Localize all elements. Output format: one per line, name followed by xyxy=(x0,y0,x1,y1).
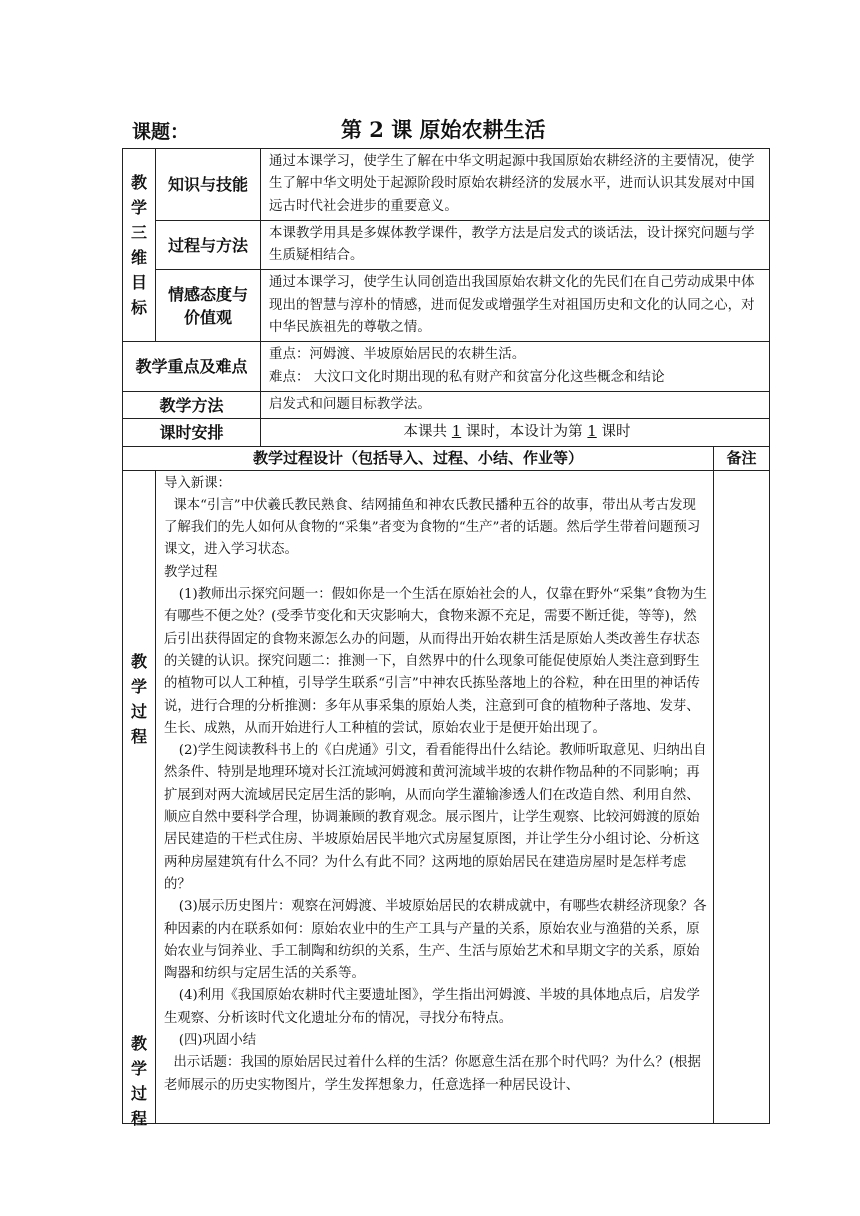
process-step-2: (2)学生阅读教科书上的《白虎通》引文，看看能得出什么结论。教师听取意见、归纳出自然条件、特别是地理环境对长江流域河姆渡和黄河流域半坡的农耕作物品种的不同影响；再扩展到对两大流域居民定居生活的影响，从而向学生灌输渗透人们在改造自然、利用自然、顺应自然中要科学合理，协调兼顾的教育观念。展示图片，让学生观察、比较河姆渡的原始居民建造的干栏式住房、半坡原始居民半地穴式房屋复原图，并让学生分小组讨论、分析这两种房屋建筑有什么不同？为什么有此不同？这两地的原始居民在建造房屋时是怎样考虑的？ xyxy=(164,743,707,892)
remark-header: 备注 xyxy=(714,446,770,470)
remark-cell xyxy=(714,470,770,1123)
key-points-row xyxy=(123,342,770,392)
lesson-title: 第 2 课 原始农耕生活 xyxy=(341,117,546,142)
lesson-label: 课题： xyxy=(132,121,190,143)
schedule-text: 本课共 1 课时，本设计为第 1 课时 xyxy=(261,419,770,446)
goal-text-emotion: 通过本课学习，使学生认同创造出我国原始农耕文化的先民们在自己劳动成果中体现出的智慧与淳朴的情感，进而促发或增强学生对祖国历史和文化的认同之心，对中华民族祖先的尊敬之情。 xyxy=(261,270,770,342)
process-step-4: (4)利用《我国原始农耕时代主要遗址图》，学生指出河姆渡、半坡的具体地点后，启发学生观察、分析该时代文化遗址分布的情况，寻找分布特点。 xyxy=(164,988,700,1026)
goal-row-knowledge xyxy=(123,149,770,221)
total-periods: 1 xyxy=(451,424,462,441)
process-step-1: (1)教师出示探究问题一：假如你是一个生活在原始社会的人，仅靠在野外“采集”食物为生有哪些不便之处？(受季节变化和天灾影响大，食物来源不充足，需要不断迁徙，等等)，然后引出获得固定的食物来源怎么办的问题，从而得出开始农耕生活是原始人类改善生存状态的关键的认识。探究问题二：推测一下，自然界中的什么现象可能促使原始人类注意到野生的植物可以人工种植，引导学生联系“引言”中神农氏拣坠落地上的谷粒，种在田里的神话传说，进行合理的分析推测：多年从事采集的原始人类，注意到可食的植物种子落地、发芽、生长、成熟，从而开始进行人工种植的尝试，原始农业于是便开始出现了。 xyxy=(164,587,707,736)
summary-paragraph: 出示话题：我国的原始居民过着什么样的生活？你愿意生活在那个时代吗？为什么？(根据老师展示的历史实物图片，学生发挥想象力，任意选择一种居民设计、 xyxy=(164,1055,701,1093)
schedule-row xyxy=(123,419,770,446)
method-row xyxy=(123,391,770,418)
process-side-label: 教 学 过 程 教 学 过 程 xyxy=(123,470,156,1123)
goal-row-process xyxy=(123,220,770,270)
process-header-row xyxy=(123,446,770,470)
focus-text: 重点：河姆渡、半坡原始居民的农耕生活。 xyxy=(269,347,526,363)
process-header-title: 教学过程设计（包括导入、过程、小结、作业等） xyxy=(123,446,714,470)
lesson-plan-table xyxy=(122,148,770,1128)
schedule-label: 课时安排 xyxy=(123,419,261,446)
key-points-label: 教学重点及难点 xyxy=(123,342,261,392)
goals-side-label: 教 学 三 维 目 标 xyxy=(123,149,156,342)
difficulty-text: 难点： 大汶口文化时期出现的私有财产和贫富分化这些概念和结论 xyxy=(269,369,665,385)
goal-text-process: 本课教学用具是多媒体教学课件，教学方法是启发式的谈话法，设计探究问题与学生质疑相结合。 xyxy=(261,220,770,270)
goal-text-knowledge: 通过本课学习，使学生了解在中华文明起源中我国原始农耕经济的主要情况，使学生了解中华文明处于起源阶段时原始农耕经济的发展水平，进而认识其发展对中国远古时代社会进步的重要意义。 xyxy=(261,149,770,221)
goal-label-process: 过程与方法 xyxy=(156,220,261,270)
goal-label-knowledge: 知识与技能 xyxy=(156,149,261,221)
process-step-3: (3)展示历史图片：观察在河姆渡、半坡原始居民的农耕成就中，有哪些农耕经济现象？各种因素的内在联系如何：原始农业中的生产工具与产量的关系，原始农业与渔猎的关系，原始农业与饲养业、手工制陶和纺织的关系，生产、生活与原始艺术和早期文字的关系，原始陶器和纺织与定居生活的关系等。 xyxy=(164,899,707,982)
process-heading: 教学过程 xyxy=(164,564,218,580)
process-content xyxy=(156,470,714,1123)
goal-row-emotion xyxy=(123,270,770,342)
summary-heading: (四)巩固小结 xyxy=(178,1032,257,1048)
goal-label-emotion: 情感态度与 价值观 xyxy=(156,270,261,342)
intro-paragraph: 课本“引言”中伏羲氏教民熟食、结网捕鱼和神农氏教民播种五谷的故事，带出从考古发现了解我们的先人如何从食物的“采集”者变为食物的“生产”者的话题。然后学生带着问题预习课文，进入学习状态。 xyxy=(164,497,701,558)
current-period: 1 xyxy=(587,424,597,441)
key-points-text xyxy=(261,342,770,392)
process-row xyxy=(123,470,770,1123)
intro-heading: 导入新课： xyxy=(164,475,231,491)
method-text: 启发式和问题目标教学法。 xyxy=(261,391,770,418)
method-label: 教学方法 xyxy=(123,391,261,418)
